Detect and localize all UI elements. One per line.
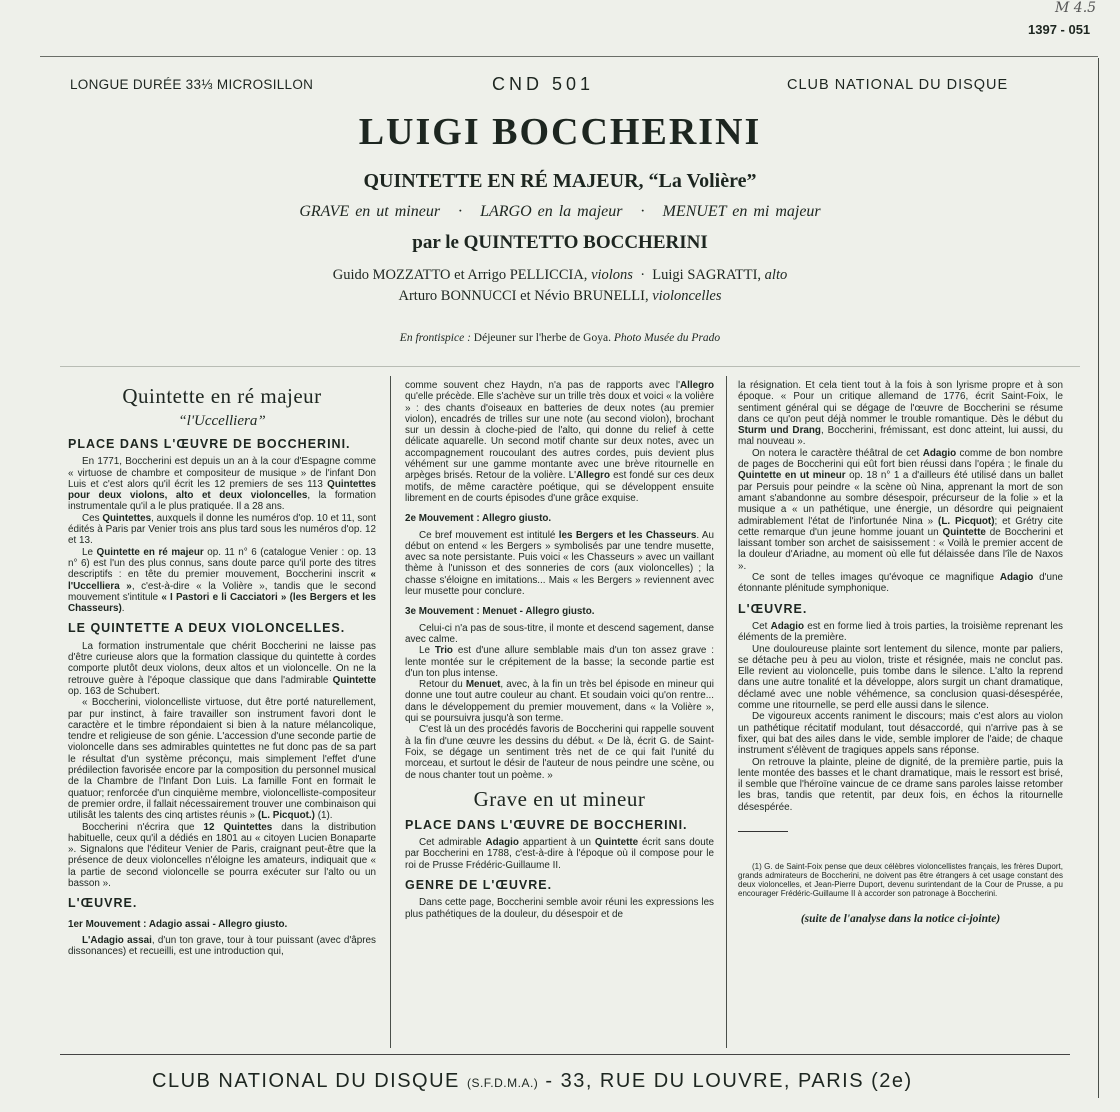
paragraph <box>68 456 376 512</box>
text: En 1771, Boccherini est depuis un an à la cour d'Espagne comme « virtuose de chambre et compositeur de musique » de l'infant Don Luis et c'est alors qu'il écrit les 12 premiers de ses 113 <box>68 456 376 490</box>
section-heading: LE QUINTETTE A DEUX VIOLONCELLES. <box>68 621 346 636</box>
label-name: CLUB NATIONAL DU DISQUE <box>787 77 1009 93</box>
text: Ce sont de telles images qu'évoque ce magnifique <box>752 572 1000 584</box>
performers: par le QUINTETTO BOCCHERINI <box>412 232 708 253</box>
section-title: Grave en ut mineur <box>473 786 646 811</box>
bold-text: Quintettes <box>102 512 152 524</box>
paragraph <box>68 822 376 890</box>
text: , d'un ton grave, tour à tour puissant (avec d'âpres dissonances) et recueilli, est une introduction qui, <box>68 934 376 958</box>
text: de Boccherini et laissant tomber son archet de saisissement : « Voilà le premier accent de la douleur d'Ariadne, au moment où elle fut délaissée dans l'île de Naxos ». <box>738 526 1063 572</box>
text: op. 18 n° 1 a d'ailleurs été utilisé dans un ballet par Persuis pour peindre « la scène où Nina, apprenant la mort de son amant s'abandonne au sombre désespoir, précurseur de la folie » et la musique a « un pathétique, une énergie, un désordre qui peignaient admirablement l'état de l'infortunée Nina » <box>738 470 1063 527</box>
movement-2: LARGO en la majeur <box>480 203 623 220</box>
text: est fondé sur ces deux motifs, de même caractère poétique, qui se développent ensuite librement en de courts épisodes d'une grâce exquise. <box>405 470 714 504</box>
section-heading: L'ŒUVRE. <box>68 896 138 911</box>
paragraph <box>738 757 1063 813</box>
footer-address: CLUB NATIONAL DU DISQUE (S.F.D.M.A.) - 33, RUE DU LOUVRE, PARIS (2e) <box>152 1070 913 1092</box>
bold-text: Adagio <box>922 447 957 459</box>
text: op. 11 n° 6 (catalogue Venier : op. 13 n° 6) est l'un des plus connus, sans doute parce qu'il porte des titres descriptifs : en tête du premier mouvement, Boccherini inscrit <box>68 546 376 581</box>
bold-text: Allegro <box>679 380 714 391</box>
text: Ces <box>82 512 103 524</box>
top-rule <box>40 56 1098 57</box>
bold-text: Quintette en ut mineur <box>738 470 846 482</box>
format-label: LONGUE DURÉE 33⅓ MICROSILLON <box>70 77 314 92</box>
text: . Au début on entend « les Bergers » symbolisés par une tendre musette, avec sa note persistante. Puis voici « les Chasseurs » avec un vaillant thème à l'unisson et des sonneries de cors (aux violoncelles) ; la chasse s'éloigne en imitations... Mais « les Bergers » reviennent avec leur musette pour conclure. <box>405 529 714 598</box>
paragraph <box>68 641 376 697</box>
bold-text: Menuet <box>465 679 501 691</box>
text: Celui-ci n'a pas de sous-titre, il monte et descend sagement, danse avec calme. <box>405 622 714 645</box>
movement-heading: 1er Mouvement : Adagio assai - Allegro giusto. <box>68 918 288 930</box>
text: Une douloureuse plainte sort lentement du silence, monte par paliers, se détache peu à peu au violon, triste et résignée, mais ne conclut pas. Elle revient au violoncelle, puis tombe dans le silence. L'alto la reprend dans une autre tonalité et la développe, alors surgit un chant dramatique, déclamé avec une noble véhémence, sa conclusion quasi-désespérée, comme une ritournelle, se perd elle aussi dans le silence. <box>738 643 1063 712</box>
players-line-1: Guido MOZZATTO et Arrigo PELLICCIA, violons · Luigi SAGRATTI, alto <box>332 267 788 283</box>
column-1 <box>68 378 376 957</box>
paragraph <box>405 837 714 871</box>
paragraph <box>738 711 1063 756</box>
movement-3: MENUET en mi majeur <box>662 203 821 220</box>
text: , Boccherini, frémissant, est donc atteint, lui aussi, du mal nouveau ». <box>738 425 1063 448</box>
footer-rule <box>60 1054 1070 1055</box>
paragraph <box>68 935 376 958</box>
text: écrit sans doute par Boccherini en 1788, c'est-à-dire à l'époque où il compose pour le roi de Prusse Frédéric-Guillaume II. <box>405 837 714 871</box>
text: appartient à un <box>518 837 595 849</box>
text: la résignation. Et cela tient tout à la fois à son lyrisme propre et à son époque. « Pour un critique allemand de 1776, écrit Saint-Foix, le sentiment général qui se dégage de l'œuvre de Boccherini se résume dans ce qu'on peut déjà nommer le trouble romantique. Dès le début du <box>738 380 1063 425</box>
movement-1: GRAVE en ut mineur <box>299 203 441 220</box>
movement-heading: 2e Mouvement : Allegro giusto. <box>405 513 552 525</box>
text: , la formation instrumentale qu'il a le plus pratiquée. Il a 28 ans. <box>68 490 376 513</box>
paragraph <box>405 724 714 780</box>
separator: · <box>640 203 645 220</box>
paragraph <box>738 572 1063 595</box>
text: La formation instrumentale que chérit Boccherini ne laisse pas d'être curieuse alors que la formation classique du quintette à cordes comporte plutôt deux violons, deux altos et un violoncelle. On ne la retrouve guère à l'époque classique que dans l'admirable <box>68 640 376 686</box>
text: Le <box>419 645 435 657</box>
bold-text: Adagio <box>770 620 805 632</box>
record-number: CND 501 <box>492 74 595 94</box>
text: qu'elle précède. Elle s'achève sur un trille très doux et voici « la volière » : des chants d'oiseaux en batteries de deux notes (au premier violon), encadrés de trilles sur une note (au second violon), brochant sur un dessin à cloche-pied de l'alto, qui donne du relief à cette délicate aquarelle. Un second motif chante sur deux notes, avec un accompagnement roucoulant des autres cordes, puis devient plus véhément sur une gamme montante avec une brève ritournelle en arpèges brisés. Retour de la volière. L' <box>405 391 714 482</box>
frontispiece-credit: En frontispice : Déjeuner sur l'herbe de Goya. Photo Musée du Prado <box>399 332 721 344</box>
section-heading: GENRE DE L'ŒUVRE. <box>405 877 553 892</box>
continuation-note: (suite de l'analyse dans la notice ci-jointe) <box>800 912 1001 925</box>
text: Boccherini n'écrira que <box>82 821 204 833</box>
text: Ce bref mouvement est intitulé <box>419 529 559 541</box>
text: Cet admirable <box>419 837 486 849</box>
paragraph <box>738 448 1063 572</box>
section-heading: L'ŒUVRE. <box>738 601 808 616</box>
text: On notera le caractère théâtral de cet <box>752 447 923 459</box>
text: op. 163 de Schubert. <box>68 685 160 697</box>
bold-text: L'Adagio assai <box>82 934 152 946</box>
text: dans la distribution habituelle, ceux qu'il a dédiés en 1801 au « citoyen Lucien Bonaparte ». Signalons que l'éditeur Venier de Paris, craignant peut-être que la présence de deux violoncelles n'éloigne les amateurs, indiquait que « la partie de second violoncelle se pourra exécuter sur l'alto ou un basson ». <box>68 821 376 889</box>
movement-heading: 3e Mouvement : Menuet - Allegro giusto. <box>405 606 595 618</box>
movements-list <box>0 203 1120 221</box>
paragraph <box>738 380 1063 448</box>
columns-top-rule <box>60 366 1080 367</box>
paragraph <box>68 547 376 615</box>
bold-text: (L. Picquot.) <box>257 810 315 822</box>
bold-text: Quintettes pour deux violons, alto et deux violoncelles <box>68 478 376 502</box>
bold-text: Quintette <box>332 674 376 686</box>
text: comme souvent chez Haydn, n'a pas de rapports avec l' <box>405 380 680 391</box>
paragraph <box>405 897 714 920</box>
text: , auxquels il donne les numéros d'op. 10 et 11, sont édités à Paris par Venier trois ans plus tard sous les numéros d'op. 12 et 13. <box>68 512 376 547</box>
text: On retrouve la plainte, pleine de dignité, de la première partie, puis la lente montée des basses et le chant dramatique, mais le ressort est brisé, il semble que l'héroïne vaincue de ce drame sans paroles laisse retomber les bras, tandis que retentit, par deux fois, en échos la ritournelle désespérée. <box>738 756 1063 813</box>
bold-text: Adagio <box>999 572 1034 584</box>
text: est d'une allure semblable mais d'un ton assez grave : lente montée sur le crépitement de la basse; la seconde partie est d'un ton plus intense. <box>405 645 714 679</box>
section-heading: PLACE DANS L'ŒUVRE DE BOCCHERINI. <box>405 817 688 832</box>
text: « Boccherini, violoncelliste virtuose, dut être porté naturellement, par pur instinct, à faire travailler son instrument favori dont le caractère et le timbre répondaient si bien à la nature mélancolique, tendre et religieuse de son génie. L'accession d'une seconde partie de violoncelle dans ses admirables quintettes ne fut donc pas de sa part le résultat d'un système préconçu, mais simplement l'effet d'une prédilection favorisée encore par la composition du personnel musical de la Chambre de l'Infant Don Luis. La famille Font en formait le quatuor; renforcée d'un cinquième membre, violoncelliste-compositeur de premier ordre, il fallait nécessairement trouver une combinaison qui utilisât les talents des cinq artistes réunis » <box>68 697 376 822</box>
text: , avec, à la fin un très bel épisode en mineur qui donne une tout autre couleur au chant. Et soudain voici qu'on rentre... dans le développement du premier mouvement, dans « la Volière », qui se poursuivra jusqu'à son terme. <box>405 679 714 725</box>
text: d'une étonnante plénitude symphonique. <box>738 572 1063 595</box>
bold-text: Allegro <box>576 470 611 482</box>
paragraph <box>738 644 1063 712</box>
text: Le <box>82 546 97 558</box>
paragraph <box>738 621 1063 644</box>
bold-text: Quintette en ré majeur <box>96 546 204 558</box>
bold-text: (L. Picquot) <box>938 515 995 527</box>
text: ; et Grétry cite cette remarque d'un jeune homme jouant un <box>738 515 1063 538</box>
text: De vigoureux accents raniment le discours; mais c'est alors au violon un pathétique récitatif modulant, tout désaccordé, qui n'arrive pas à se fixer, qui bat des ailes dans le vide, semble implorer de l'aide; de chaque instrument s'élèvent de tragiques appels sans réponse. <box>738 711 1063 757</box>
text: C'est là un des procédés favoris de Boccherini qui rappelle souvent à la fin d'une œuvre les dessins du début. « De là, écrit G. de Saint-Foix, se dégage un sentiment très net de ce qui fait l'unité du morceau, et surtout le désir de l'auteur de nous peindre une scène, ou de nous chanter tout un poème. » <box>405 724 714 781</box>
separator: · <box>458 203 463 220</box>
column-divider-1 <box>390 376 391 1048</box>
paragraph <box>68 513 376 547</box>
bold-text: « I Pastori e li Cacciatori » (les Bergers et les Chasseurs) <box>68 591 376 615</box>
paragraph <box>405 679 714 724</box>
bold-text: Quintette <box>594 837 639 849</box>
players-line-2: Arturo BONNUCCI et Névio BRUNELLI, violoncelles <box>398 288 722 304</box>
section-heading: PLACE DANS L'ŒUVRE DE BOCCHERINI. <box>68 437 351 451</box>
text: (1). <box>314 810 333 822</box>
text: Retour du <box>419 679 466 691</box>
bold-text: « l'Uccelliera » <box>68 569 376 592</box>
bold-text: Quintette <box>942 526 986 538</box>
text: , c'est-à-dire « la Volière », tandis que le second mouvement s'intitule <box>68 580 376 603</box>
text: est en forme lied à trois parties, la troisième reprenant les éléments de la première. <box>738 620 1063 644</box>
paragraph <box>405 623 714 646</box>
paragraph <box>405 530 714 598</box>
paragraph <box>405 645 714 679</box>
bold-text: Sturm und Drang <box>738 425 821 437</box>
catalog-number: 1397 - 051 <box>1028 22 1091 37</box>
text: Dans cette page, Boccherini semble avoir réuni les expressions les plus pathétiques de la douleur, du désespoir et de <box>405 897 714 920</box>
footnote: (1) G. de Saint-Foix pense que deux célèbres violoncellistes français, les frères Duport, grands admirateurs de Boccherini, ne doivent pas être étrangers à cet usage constant des deux violoncelles, et Jean-Pierre Duport, devenu surintendant de la Cour de Prusse, a pu encourager Frédéric-Guillaume II à accorder son patronage à Boccherini. <box>738 861 1063 898</box>
column-3 <box>738 380 1063 925</box>
column-divider-2 <box>726 376 727 1048</box>
bold-text: 12 Quintettes <box>203 821 273 833</box>
section-title: Quintette en ré majeur <box>122 384 322 408</box>
composer-title: LUIGI BOCCHERINI <box>358 111 762 153</box>
text: . <box>121 603 125 615</box>
bold-text: Trio <box>434 645 453 657</box>
text: Cet <box>752 620 771 632</box>
text: comme de bon nombre de pages de Boccherini qui eût fort bien réussi dans l'opéra ; le finale du <box>738 447 1063 471</box>
work-title: QUINTETTE EN RÉ MAJEUR, “La Volière” <box>363 170 757 192</box>
column-2 <box>405 380 714 920</box>
paragraph <box>405 380 714 504</box>
footnote-rule <box>738 831 788 832</box>
bold-text: Adagio <box>485 837 519 849</box>
section-subtitle: “l'Uccelliera” <box>178 413 266 429</box>
handwritten-note: M 4.5 <box>1055 0 1097 16</box>
bold-text: les Bergers et les Chasseurs <box>558 529 697 541</box>
paragraph <box>68 697 376 821</box>
